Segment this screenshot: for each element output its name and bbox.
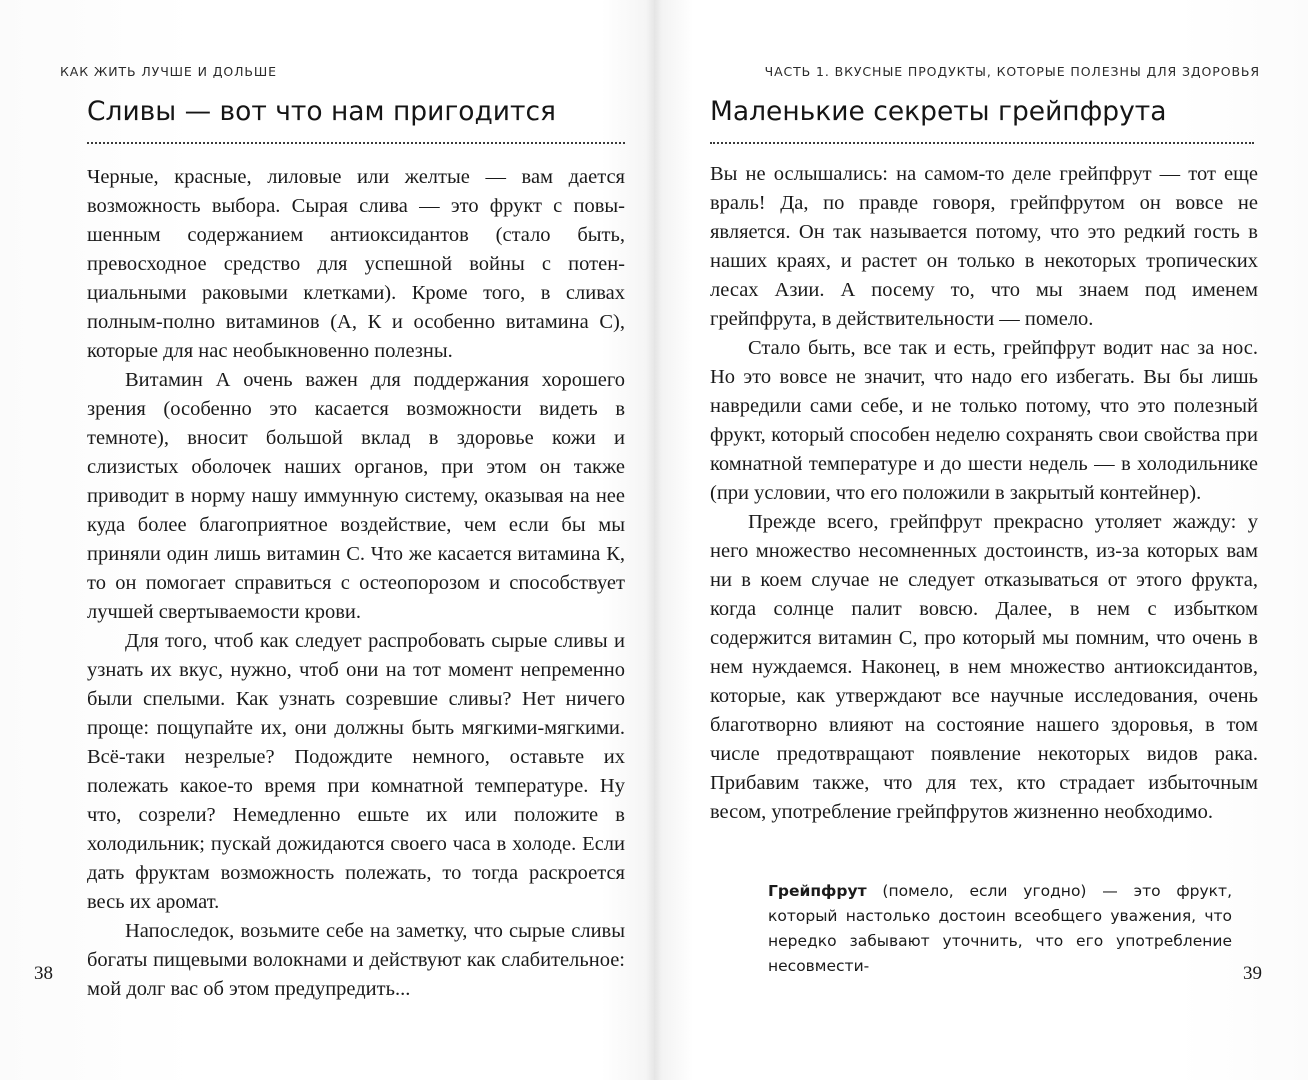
paragraph: Черные, красные, лиловые или желтые — вам дается возможность выбора. Сырая слива — это фрукт с повышенным содержанием антиоксидантов (стало быть, превосходное средство для успешной войны с потенциальными раковыми клетками). Кроме того, в сливах полным-полно витаминов (А, К и особенно витамина С), которые для нас необыкновенно полезны.: [87, 166, 625, 362]
chapter-title-right: Маленькие секреты грейпфрута: [710, 96, 1167, 127]
paragraph: Для того, чтоб как следует распробовать сырые сливы и узнать их вкус, нужно, чтоб они на тот момент непременно были спелыми. Как узнать созревшие сливы? Нет ничего проще: пощупайте их, они должны быть мягкими-мягкими. Всё-таки незрелые? Подождите немного, оставьте их полежать какое-то время при комнатной температуре. Ну что, созрели? Немедленно ешьте их или положите в холодильник; пускай дожидаются своего часа в холоде. Если дать фруктам возможность полежать, то тогда раскроется весь их аромат.: [87, 630, 625, 913]
running-head-left: КАК ЖИТЬ ЛУЧШЕ И ДОЛЬШЕ: [60, 64, 277, 79]
title-dotted-rule-left: [87, 142, 625, 144]
paragraph: Витамин А очень важен для поддержания хорошего зрения (особенно это касается возможности видеть в темноте), вносит большой вклад в здоровье кожи и слизистых оболочек наших органов, при этом он также приводит в норму нашу иммунную систему, оказывая на нее куда более благоприятное воздействие, чем если бы мы приняли один лишь витамин С. Что же касается витамина К, то он помогает справиться с остеопорозом и способствует лучшей свертываемости крови.: [87, 369, 625, 623]
right-page: [654, 0, 1308, 1080]
running-head-right: ЧАСТЬ 1. ВКУСНЫЕ ПРОДУКТЫ, КОТОРЫЕ ПОЛЕЗНЫ ДЛЯ ЗДОРОВЬЯ: [764, 64, 1260, 79]
title-dotted-rule-right: [710, 142, 1254, 144]
sidebar-note: [768, 879, 1232, 979]
paragraph: Вы не ослышались: на самом-то деле грейпфрут — тот еще враль! Да, по правде говоря, грейпфрутом он вовсе не является. Он так называется потому, что это редкий гость в наших краях, и растет он только в некоторых тропических лесах Азии. А посему то, что мы знаем под именем грейпфрута, в действительности — помело.: [710, 163, 1258, 330]
body-text-right: [710, 160, 1258, 827]
paragraph: Напоследок, возьмите себе на заметку, что сырые сливы богаты пищевыми волокнами и действуют как слабительное: мой долг вас об этом предупредить...: [87, 920, 625, 1000]
page-number-left: 38: [34, 963, 53, 984]
page-number-right: 39: [1243, 963, 1262, 984]
sidebar-term: Грейпфрут: [768, 882, 867, 900]
chapter-title-left: Сливы — вот что нам пригодится: [87, 96, 556, 127]
paragraph: Прежде всего, грейпфрут прекрасно утоляет жажду: у него множество несомненных достоинств, из-за которых вам ни в коем случае не следует отказываться от этого фрукта, когда солнце палит вовсю. Далее, в нем с избытком содержится витамин С, про который мы помним, что очень в нем нуждаемся. Наконец, в нем множество антиоксидантов, которые, как утверждают все научные исследования, очень благотворно влияют на состояние нашего здоровья, в том числе предотвращают появление некоторых видов рака. Прибавим также, что для тех, кто страдает избыточным весом, употребление грейпфрутов жизненно необходимо.: [710, 511, 1258, 823]
body-text-left: [87, 163, 625, 1004]
paragraph: Стало быть, все так и есть, грейпфрут водит нас за нос. Но это вовсе не значит, что надо его избегать. Вы бы лишь навредили сами себе, и не только потому, что это полезный фрукт, который способен неделю сохранять свои свойства при комнатной температуре и до шести недель — в холодильнике (при условии, что его положили в закрытый контейнер).: [710, 337, 1258, 504]
sidebar-text: (помело, если угодно) — это фрукт, который настолько достоин всеобщего уважения, что нередко забывают уточнить, что его употребление несовмести-: [768, 882, 1232, 975]
